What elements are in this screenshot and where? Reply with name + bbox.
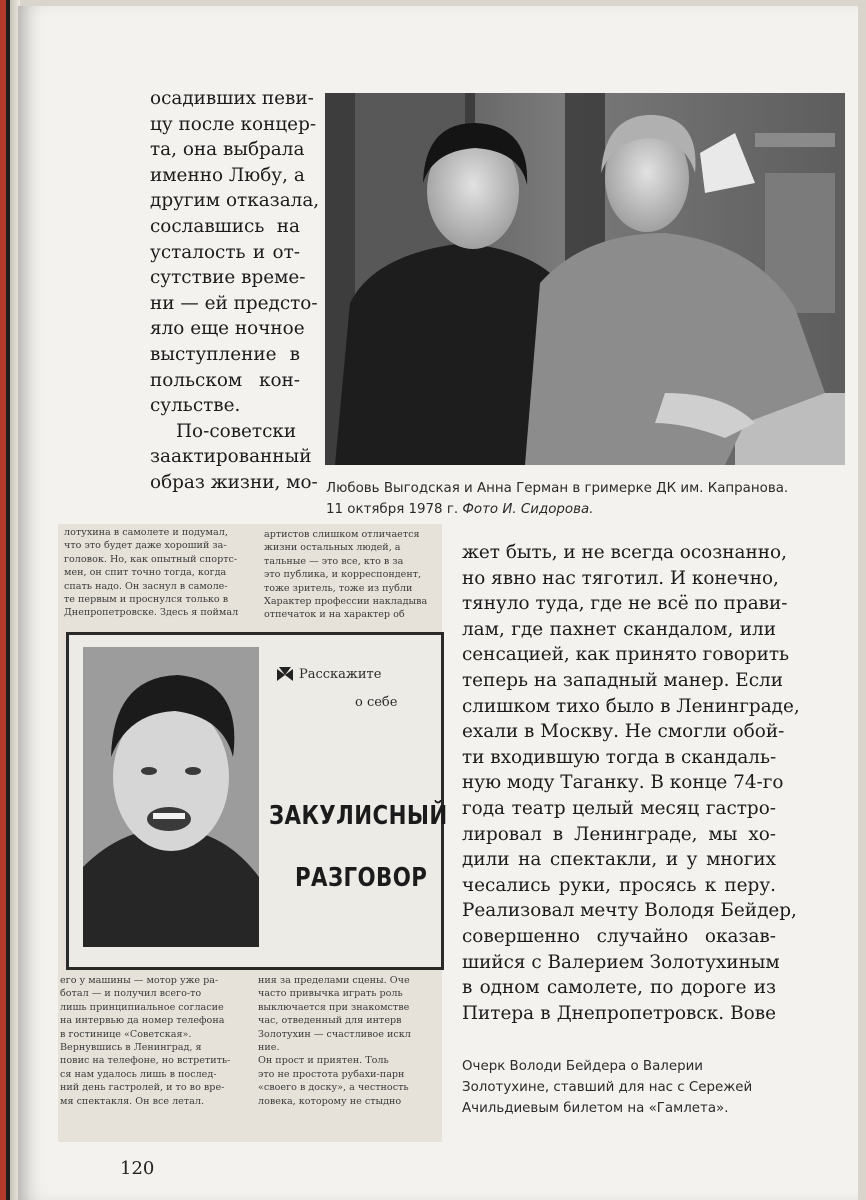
- right_column_lines-line: шийся с Валерием Золотухиным: [462, 951, 780, 973]
- clipping-text-line: Днепропетровске. Здесь я поймал: [64, 607, 239, 619]
- right_column_lines-line: но явно нас тяготил. И конечно,: [462, 567, 779, 589]
- clipping-text-line: что это будет даже хороший за-: [64, 540, 227, 552]
- right_column_lines-line: жет быть, и не всегда осознанно,: [462, 542, 787, 563]
- photo-caption-top: [326, 478, 826, 520]
- book-spine-edge: [0, 0, 20, 1200]
- newspaper-clipping: [58, 524, 448, 1142]
- rubric-ornament-icon: [277, 667, 293, 683]
- left_column_lines-line: другим отказала,: [150, 190, 320, 212]
- left_column_lines-line: сульстве.: [150, 395, 241, 417]
- clipping-text-line: Характер профессии накладыва: [264, 596, 428, 608]
- left-text-column: [150, 86, 320, 496]
- clipping-text-line: тальные — это все, кто в за: [264, 555, 404, 567]
- left_column_lines-line: та, она выбрала: [150, 139, 305, 161]
- clipping-text-line: те первым и проснулся только в: [64, 594, 229, 606]
- right_column_lines-line: дили на спектакли, и у многих: [462, 849, 776, 871]
- left_column_lines-line: заактированный: [150, 446, 312, 468]
- left_column_lines-line: По-советски: [176, 420, 297, 442]
- photo-smiling-man: [83, 647, 259, 947]
- right_column_lines-line: лам, где пахнет скандалом, или: [462, 618, 776, 640]
- left_column_lines-line: яло еще ночное: [150, 318, 305, 340]
- caption-top-date: 11 октября 1978 г.: [326, 502, 459, 517]
- clipping-text-line: лишь принципиальное согласие: [60, 1001, 224, 1013]
- clipping-article-frame: [66, 632, 448, 970]
- clipping-top-left-text: [64, 526, 238, 620]
- right_column_lines-line: тянуло туда, где не всё по прави-: [462, 593, 788, 615]
- caption-bottom-line3: Ачильдиевым билетом на «Гамлета».: [462, 1101, 729, 1116]
- right_column_lines-line: сенсацией, как принято говорить: [462, 644, 790, 666]
- clipping-text-line: спать надо. Он заснул в самоле-: [64, 580, 228, 592]
- left_column_lines-line: ни — ей предсто-: [150, 292, 318, 314]
- right_column_lines-line: в одном самолете, по дороге из: [462, 977, 776, 999]
- caption-bottom-line2: Золотухине, ставший для нас с Сережей: [462, 1080, 753, 1095]
- right_column_lines-line: года театр целый месяц гастро-: [462, 797, 776, 819]
- clipping-text-line: головок. Но, как опытный спортс-: [64, 553, 238, 565]
- clipping-text-line: выключается при знакомстве: [258, 1001, 410, 1013]
- left_column_lines-line: польском кон-: [150, 369, 300, 391]
- left_column_lines-line: цу после концер-: [150, 113, 317, 135]
- caption-top-photo-credit: Фото И. Сидорова.: [462, 502, 594, 517]
- clipping-text-line: ния за пределами сцены. Оче: [258, 975, 410, 986]
- clipping-text-line: Золотухин — счастливое искл: [258, 1028, 411, 1040]
- clipping-text-line: ся нам удалось лишь в послед-: [60, 1068, 217, 1080]
- clipping-text-line: Он прост и приятен. Толь: [258, 1055, 389, 1067]
- clipping-text-line: ние.: [258, 1042, 280, 1054]
- left_column_lines-line: сутствие време-: [150, 267, 306, 289]
- page-number: 120: [120, 1158, 155, 1179]
- right_column_lines-line: Реализовал мечту Володя Бейдер,: [462, 900, 797, 922]
- left_column_lines-line: осадивших певи-: [150, 88, 314, 109]
- left_column_lines-line: образ жизни, мо-: [150, 471, 318, 493]
- clipping-text-line: час, отведенный для интерв: [258, 1015, 402, 1027]
- right_column_lines-line: лировал в Ленинграде, мы хо-: [462, 823, 776, 845]
- clipping-text-line: артистов слишком отличается: [264, 529, 420, 540]
- right_column_lines-line: совершенно случайно оказав-: [462, 925, 776, 947]
- clipping-text-line: повис на телефоне, но встретить-: [60, 1055, 231, 1067]
- clipping-text-line: ловека, которому не стыдно: [258, 1095, 402, 1107]
- right_column_lines-line: ти входившую тогда в скандаль-: [462, 746, 777, 768]
- right-text-column: [462, 540, 800, 1026]
- clipping-text-line: ний день гастролей, и то во вре-: [60, 1082, 225, 1094]
- clipping-headline-line1: ЗАКУЛИСНЫЙ: [269, 801, 448, 831]
- left_column_lines-line: именно Любу, а: [150, 164, 305, 186]
- left_column_lines-line: усталость и от-: [150, 241, 300, 263]
- left_column_lines-line: сославшись на: [150, 215, 300, 237]
- caption-bottom-line1: Очерк Володи Бейдера о Валерии: [462, 1059, 704, 1074]
- clipping-text-line: это не простота рубахи-парн: [258, 1068, 405, 1080]
- clipping-text-line: мен, он спит точно тогда, когда: [64, 567, 227, 579]
- right_column_lines-line: чесались руки, просясь к перу.: [462, 874, 776, 896]
- right_column_lines-line: ехали в Москву. Не смогли обой-: [462, 721, 785, 743]
- clipping-text-line: жизни остальных людей, а: [264, 542, 401, 554]
- photo-two-women-dressing-room: [325, 93, 845, 465]
- clipping-caption: [462, 1056, 776, 1119]
- clipping-text-line: тоже зритель, тоже из публи: [264, 582, 413, 594]
- clipping-rubric-line2: о себе: [355, 695, 398, 710]
- clipping-text-line: мя спектакля. Он все летал.: [60, 1095, 205, 1107]
- caption-top-line2-wrap: [326, 499, 826, 520]
- right_column_lines-line: слишком тихо было в Ленинграде,: [462, 695, 800, 717]
- caption-top-line1: Любовь Выгодская и Анна Герман в гримерке ДК им. Капранова.: [326, 481, 789, 496]
- clipping-text-line: лотухина в самолете и подумал,: [64, 527, 228, 538]
- clipping-rubric-line1: Расскажите: [299, 667, 382, 682]
- clipping-text-line: это публика, и корреспондент,: [264, 569, 422, 581]
- clipping-text-line: в гостинице «Советская».: [60, 1028, 192, 1040]
- clipping-text-line: Вернувшись в Ленинград, я: [60, 1042, 202, 1054]
- right_column_lines-line: ную моду Таганку. В конце 74-го: [462, 772, 784, 794]
- clipping-headline-line2: РАЗГОВОР: [295, 863, 428, 893]
- right_column_lines-line: Питера в Днепропетровск. Вове: [462, 1002, 776, 1024]
- clipping-bottom-left-text: [60, 974, 230, 1108]
- clipping-top-right-text: [264, 528, 427, 622]
- clipping-text-line: ботал — и получил всего-то: [60, 988, 202, 1000]
- clipping-text-line: на интервью да номер телефона: [60, 1015, 225, 1027]
- left_column_lines-line: выступление в: [150, 343, 300, 365]
- clipping-bottom-right-text: [258, 974, 411, 1108]
- clipping-text-line: его у машины — мотор уже ра-: [60, 975, 219, 986]
- clipping-text-line: отпечаток и на характер об: [264, 609, 405, 621]
- clipping-text-line: часто привычка играть роль: [258, 988, 403, 1000]
- clipping-text-line: «своего в доску», а честность: [258, 1082, 409, 1094]
- right_column_lines-line: теперь на западный манер. Если: [462, 669, 783, 691]
